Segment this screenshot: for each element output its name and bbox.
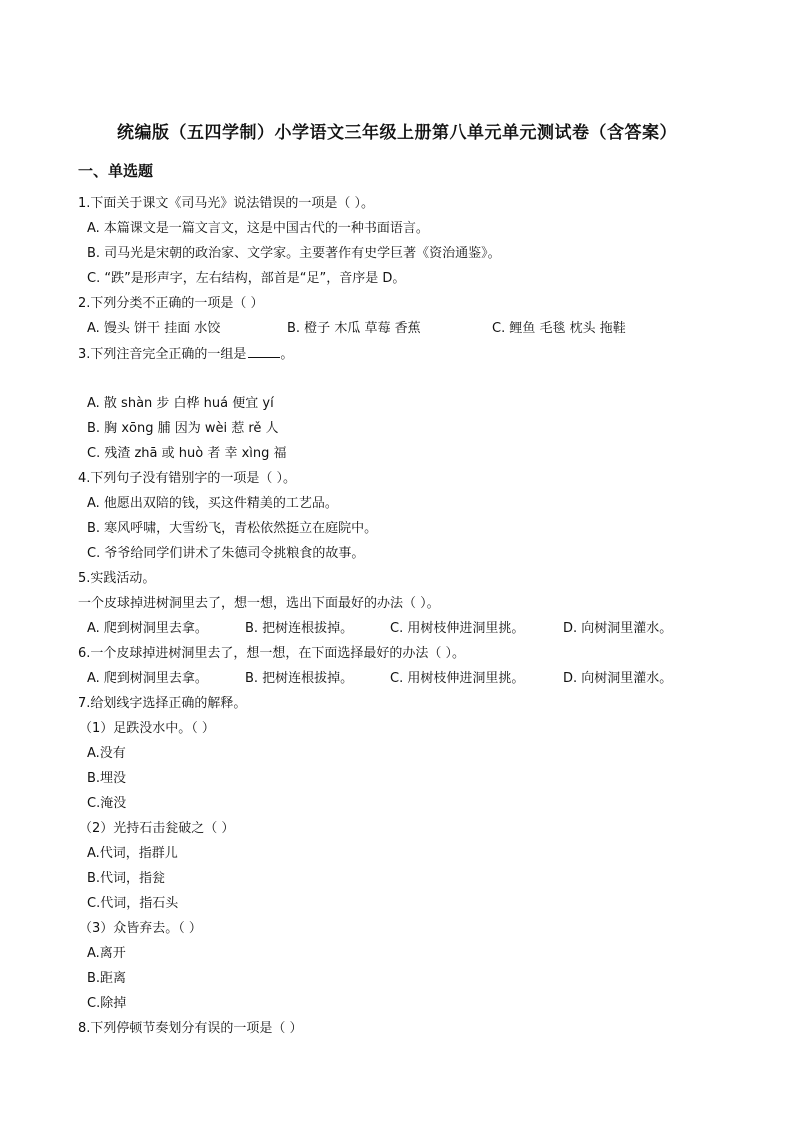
question-2-stem: 2.下列分类不正确的一项是（ ） (78, 296, 264, 311)
section-heading: 一、单选题 (78, 162, 154, 180)
question-5-stem: 5.实践活动。 (78, 571, 156, 586)
question-3-stem: 3.下列注音完全正确的一组是 (78, 347, 247, 362)
question-3-stem-line (78, 345, 293, 364)
question-7-sub-1-option-b: B.埋没 (87, 771, 127, 786)
question-2-option-b: B. 橙子 木瓜 草莓 香蕉 (287, 321, 421, 336)
question-7-sub-3-option-b: B.距离 (87, 971, 127, 986)
question-7-sub-2-option-c: C.代词，指石头 (87, 896, 179, 911)
question-7-sub-2-option-a: A.代词，指群儿 (87, 846, 178, 861)
question-6-option-d: D. 向树洞里灌水。 (563, 671, 673, 686)
question-2-option-c: C. 鲤鱼 毛毯 枕头 拖鞋 (492, 321, 626, 336)
question-4-option-b: B. 寒风呼啸，大雪纷飞，青松依然挺立在庭院中。 (87, 521, 378, 536)
question-5-option-b: B. 把树连根拔掉。 (245, 621, 354, 636)
question-5-option-d: D. 向树洞里灌水。 (563, 621, 673, 636)
question-1-option-a: A. 本篇课文是一篇文言文，这是中国古代的一种书面语言。 (87, 221, 429, 236)
answer-blank (248, 345, 280, 358)
question-6-option-c: C. 用树枝伸进洞里挑。 (390, 671, 525, 686)
question-4-option-a: A. 他愿出双陪的钱，买这件精美的工艺品。 (87, 496, 338, 511)
question-2-option-a: A. 馒头 饼干 挂面 水饺 (87, 321, 221, 336)
question-6-option-a: A. 爬到树洞里去拿。 (87, 671, 208, 686)
question-7-sub-1-option-c: C.淹没 (87, 796, 127, 811)
question-1-option-b: B. 司马光是宋朝的政治家、文学家。主要著作有史学巨著《资治通鉴》。 (87, 246, 501, 261)
question-5-stem-detail: 一个皮球掉进树洞里去了，想一想，选出下面最好的办法（ ）。 (78, 596, 440, 611)
question-7-stem: 7.给划线字选择正确的解释。 (78, 696, 247, 711)
question-6-stem: 6.一个皮球掉进树洞里去了，想一想，在下面选择最好的办法（ ）。 (78, 646, 466, 661)
question-7-sub-1: （1）足跌没水中。（ ） (79, 721, 215, 736)
question-3-option-a: A. 散 shàn 步 白桦 huá 便宜 yí (87, 396, 274, 411)
question-4-stem: 4.下列句子没有错别字的一项是（ ）。 (78, 471, 297, 486)
question-3-option-c: C. 残渣 zhā 或 huò 者 幸 xìng 福 (87, 446, 287, 461)
question-1-option-c: C. “跌”是形声字，左右结构，部首是“足”，音序是 D。 (87, 271, 406, 286)
question-7-sub-2: （2）光持石击瓮破之（ ） (79, 821, 235, 836)
question-3-stem-end: 。 (280, 347, 294, 362)
question-8-stem: 8.下列停顿节奏划分有误的一项是（ ） (78, 1021, 303, 1036)
question-4-option-c: C. 爷爷给同学们讲术了朱德司令挑粮食的故事。 (87, 546, 365, 561)
question-1-stem: 1.下面关于课文《司马光》说法错误的一项是（ ）。 (78, 196, 375, 211)
question-7-sub-3-option-c: C.除掉 (87, 996, 127, 1011)
page-title: 统编版（五四学制）小学语文三年级上册第八单元单元测试卷（含答案） (117, 123, 677, 143)
question-7-sub-3: （3）众皆弃去。（ ） (79, 921, 202, 936)
question-7-sub-1-option-a: A.没有 (87, 746, 126, 761)
question-5-option-c: C. 用树枝伸进洞里挑。 (390, 621, 525, 636)
question-5-option-a: A. 爬到树洞里去拿。 (87, 621, 208, 636)
question-3-option-b: B. 胸 xōng 脯 因为 wèi 惹 rě 人 (87, 421, 279, 436)
question-7-sub-3-option-a: A.离开 (87, 946, 126, 961)
question-7-sub-2-option-b: B.代词，指瓮 (87, 871, 166, 886)
question-6-option-b: B. 把树连根拔掉。 (245, 671, 354, 686)
